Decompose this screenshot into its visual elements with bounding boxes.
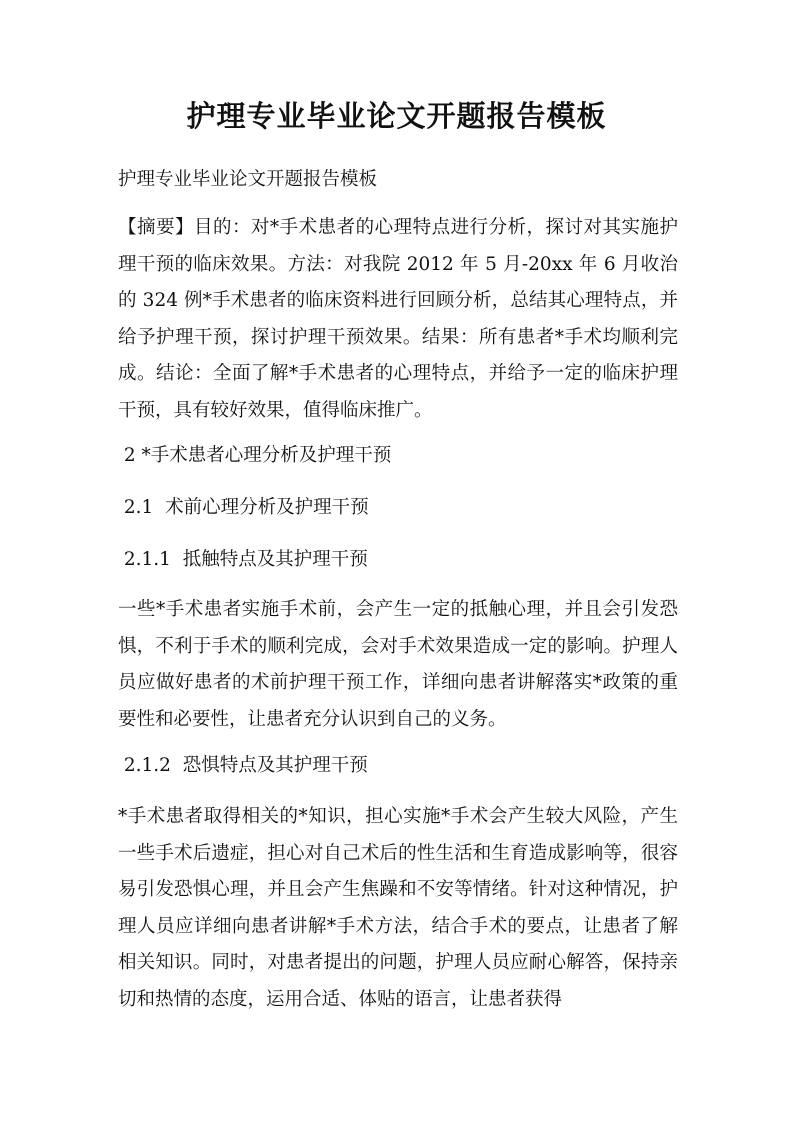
section-heading-2-1-2: 2.1.2 恐惧特点及其护理干预 bbox=[118, 755, 368, 776]
abstract-paragraph: 【摘要】目的：对*手术患者的心理特点进行分析，探讨对其实施护理干预的临床效果。方法：对我院 2012 年 5 月-20xx 年 6 月收治的 324 例*手术患者的临床资料进行回顾分析，总结其心理特点，并给予护理干预，探讨护理干预效果。结果：所有患者*手术均顺利完成。结论：全面了解*手术患者的心理特点，并给予一定的临床护理干预，具有较好效果，值得临床推广。 bbox=[118, 217, 678, 421]
section-heading-2-1: 2.1 术前心理分析及护理干预 bbox=[118, 497, 369, 518]
document-title: 护理专业毕业论文开题报告模板 bbox=[186, 99, 607, 133]
document-subtitle: 护理专业毕业论文开题报告模板 bbox=[118, 169, 378, 190]
paragraph-2-1-1: 一些*手术患者实施手术前，会产生一定的抵触心理，并且会引发恐惧，不利于手术的顺利完成，会对手术效果造成一定的影响。护理人员应做好患者的术前护理干预工作，详细向患者讲解落实*政策的重要性和必要性，让患者充分认识到自己的义务。 bbox=[118, 599, 678, 730]
paragraph-2-1-2: *手术患者取得相关的*知识，担心实施*手术会产生较大风险，产生一些手术后遗症，担心对自己术后的性生活和生育造成影响等，很容易引发恐惧心理，并且会产生焦躁和不安等情绪。针对这种情况，护理人员应详细向患者讲解*手术方法，结合手术的要点，让患者了解相关知识。同时，对患者提出的问题，护理人员应耐心解答，保持亲切和热情的态度，运用合适、体贴的语言，让患者获得 bbox=[118, 806, 678, 1010]
section-heading-2-1-1: 2.1.1 抵触特点及其护理干预 bbox=[118, 549, 368, 570]
section-heading-2: 2 *手术患者心理分析及护理干预 bbox=[118, 445, 392, 466]
